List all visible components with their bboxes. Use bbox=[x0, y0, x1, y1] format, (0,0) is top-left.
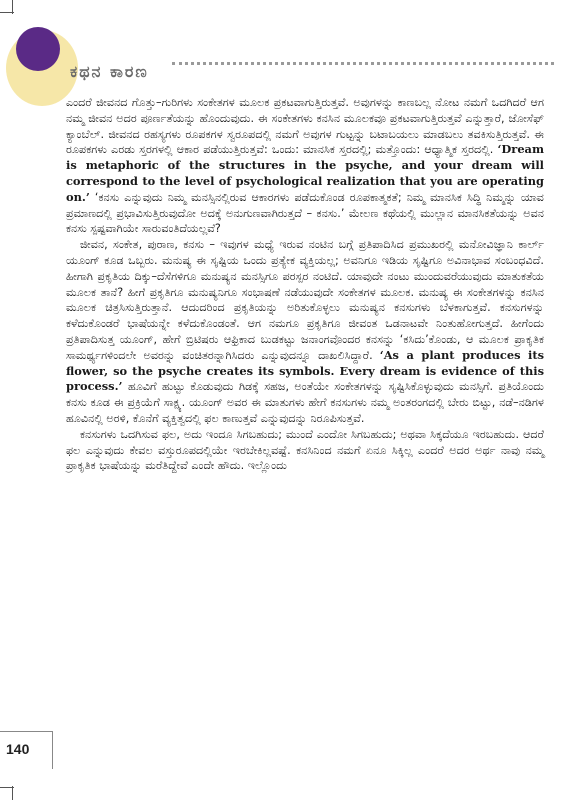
paragraph-3 bbox=[66, 427, 544, 474]
crop-mark-bottom-left-horizontal bbox=[0, 787, 14, 788]
page-number: 140 bbox=[6, 741, 30, 757]
paragraph-2-english-quote: ‘As a plant produces its flower, so the psyche creates its symbols. Every dream is evidence of this process.’ bbox=[66, 347, 544, 394]
section-title: ಕಥನ ಕಾರಣ bbox=[70, 62, 149, 81]
header-decoration-purple-circle bbox=[16, 27, 60, 71]
paragraph-2-text-b: ಹೂವಿಗೆ ಹುಟ್ಟು ಕೊಡುವುದು ಗಿಡಕ್ಕೆ ಸಹಜ, ಅಂತೆಯೇ ಸಂಕೇತಗಳನ್ನು ಸೃಷ್ಟಿಸಿಕೊಳ್ಳುವುದು ಮನಸ್ಸಿಗೆ. ಪ್ರತಿಯೊಂದು ಕನಸು ಕೂಡ ಈ ಪ್ರಕ್ರಿಯೆಗೆ ಸಾಕ್ಷ್ಯ. ಯೂಂಗ್ ಅವರ ಈ ಮಾತುಗಳು ಹೇಗೆ ಕನಸುಗಳು ನಮ್ಮ ಅಂತರಂಗದಲ್ಲಿ ಬೇರು ಬಿಟ್ಟು, ನಡೆ–ನಡಿಗಳ ಹೂವಿನಲ್ಲಿ ಅರಳಿ, ಕೊನೆಗೆ ವ್ಯಕ್ತಿತ್ವದಲ್ಲಿ ಫಲ ಕಾಣುತ್ತವೆ ಎನ್ನುವುದನ್ನು ನಿರೂಪಿಸುತ್ತವೆ. bbox=[66, 380, 544, 425]
paragraph-1-text-b: ‘ಕನಸು ಎನ್ನುವುದು ನಿಮ್ಮ ಮನಸ್ಸಿನಲ್ಲಿರುವ ಆಕಾರಗಳು ಪಡೆದುಕೊಂಡ ರೂಪಕಾತ್ಮಕತೆ; ನಿಮ್ಮ ಮಾನಸಿಕ ಸಿದ್ಧಿ ನಿಮ್ಮನ್ನು ಯಾವ ಪ್ರಮಾಣದಲ್ಲಿ ಪ್ರಭಾವಿಸುತ್ತಿರುವುದೋ ಅದಕ್ಕೆ ಅನುಗುಣವಾಗಿರುತ್ತದೆ – ಕನಸು.’ ಮೇಲಣ ಕಥೆಯಲ್ಲಿ ಮುಲ್ಲಾನ ಮಾನಸಿಕತೆಯನ್ನು ಅವನ ಕನಸು ಸ್ಪಷ್ಟವಾಗಿಯೇ ಸಾರುವಂತಿದೆಯಲ್ಲವೆ? bbox=[66, 190, 544, 236]
paragraph-1 bbox=[66, 95, 544, 237]
paragraph-3-text: ಕನಸುಗಳು ಒದಗಿಸುವ ಫಲ, ಅದು ಇಂದೂ ಸಿಗಬಹುದು; ಮುಂದೆ ಎಂದೋ ಸಿಗಬಹುದು; ಅಥವಾ ಸಿಕ್ಕದೆಯೂ ಇರಬಹುದು. ಆದರೆ ಫಲ ಎನ್ನುವುದು ಕೇವಲ ವಸ್ತುರೂಪದಲ್ಲಿಯೇ ಇರಬೇಕಿಲ್ಲವಷ್ಟೆ. ಕನಸಿನಿಂದ ನಮಗೆ ಏನೂ ಸಿಕ್ಕಿಲ್ಲ ಎಂದರೆ ಅದರ ಅರ್ಥ ನಾವು ನಮ್ಮ ಪ್ರಾಕೃತಿಕ ಭಾಷೆಯನ್ನು ಮರೆತಿದ್ದೇವೆ ಎಂದೇ ಹೌದು. ಇಲ್ಲೊಂದು bbox=[66, 427, 544, 473]
paragraph-1-english-quote: ‘Dream is metaphoric of the structures in the psyche, and your dream will correspond to the level of psychological realization that you are operating on.’ bbox=[66, 142, 544, 204]
body-text bbox=[66, 95, 544, 474]
crop-mark-top-left-horizontal bbox=[0, 12, 14, 13]
paragraph-1-text-a: ಎಂದರೆ ಜೀವನದ ಗೊತ್ತು–ಗುರಿಗಳು ಸಂಕೇತಗಳ ಮೂಲಕ ಪ್ರಕಟವಾಗುತ್ತಿರುತ್ತವೆ. ಅವುಗಳನ್ನು ಕಾಣಬಲ್ಲ ನೋಟ ನಮಗೆ ಒದಗಿದರೆ ಆಗ ನಮ್ಮ ಜೀವನ ಅದರ ಪೂರ್ಣತೆಯನ್ನು ಹೊಂದುವುದು. ಈ ಸಂಕೇತಗಳು ಕನಸಿನ ಮೂಲಕವೂ ಪ್ರಕಟವಾಗುತ್ತಿರುತ್ತವೆ ಎನ್ನುತ್ತಾರೆ, ಜೋಸೆಫ್ ಕ್ಯಾಂಬೆಲ್. ಜೀವನದ ರಹಸ್ಯಗಳು ರೂಪಕಗಳ ಸ್ವರೂಪದಲ್ಲಿ ನಮಗೆ ಅವುಗಳ ಗುಟ್ಟನ್ನು ಬಟಾಬಯಲು ಮಾಡಬಲು ತವಕಿಸುತ್ತಿರುತ್ತವೆ. ಈ ರೂಪಕಗಳು ಎರಡು ಸ್ತರಗಳಲ್ಲಿ ಆಕಾರ ಪಡೆಯುತ್ತಿರುತ್ತವೆ: ಒಂದು: ಮಾನಸಿಕ ಸ್ತರದಲ್ಲಿ; ಮತ್ತೊಂದು: ಆಧ್ಯಾತ್ಮಿಕ ಸ್ತರದಲ್ಲಿ. bbox=[66, 96, 544, 157]
footer-vertical-rule bbox=[52, 731, 53, 769]
paragraph-2-text-a: ಜೀವನ, ಸಂಕೇತ, ಪುರಾಣ, ಕನಸು – ಇವುಗಳ ಮಧ್ಯೆ ಇರುವ ನಂಟಿನ ಬಗ್ಗೆ ಪ್ರತಿಪಾದಿಸಿದ ಪ್ರಮುಖರಲ್ಲಿ ಮನೋವಿಜ್ಞಾನಿ ಕಾರ್ಲ್ ಯೂಂಗ್ ಕೂಡ ಒಬ್ಬರು. ಮನುಷ್ಯ ಈ ಸೃಷ್ಟಿಯ ಒಂದು ಪ್ರತ್ಯೇಕ ವ್ಯಕ್ತಿಯಲ್ಲ; ಅವನಿಗೂ ಇಡಿಯ ಸೃಷ್ಟಿಗೂ ಅವಿನಾಭಾವ ಸಂಬಂಧವಿದೆ. ಹೀಗಾಗಿ ಪ್ರಕೃತಿಯ ದಿಕ್ಕು–ದೆಸೆಗಳಿಗೂ ಮನುಷ್ಯನ ಮನಸ್ಸಿಗೂ ಪರಸ್ಪರ ನಂಟಿದೆ. ಯಾವುದೇ ನಂಟು ಮುಂದುವರೆಯುವುದು ಮಾತುಕತೆಯ ಮೂಲಕ ತಾನೆ? ಹೀಗೆ ಪ್ರಕೃತಿಗೂ ಮನುಷ್ಯನಿಗೂ ಸಂಭಾಷಣೆ ನಡೆಯುವುದೇ ಸಂಕೇತಗಳ ಮೂಲಕ. ಮನುಷ್ಯ ಈ ಸಂಕೇತಗಳನ್ನು ಕನಸಿನ ಮೂಲಕ ಚಿತ್ರಸಿಸುತ್ತಿರುತ್ತಾನೆ. ಆದುದರಿಂದ ಪ್ರಕೃತಿಯನ್ನು ಅರಿತುಕೊಳ್ಳಲು ಮನುಷ್ಯನ ಕನಸುಗಳು ಬೆಳಕಾಗುತ್ತವೆ. ಕನಸುಗಳನ್ನು ಕಳೆದುಕೊಂಡರೆ ಭಾಷೆಯನ್ನೇ ಕಳೆದುಕೊಂಡಂತೆ. ಆಗ ನಮಗೂ ಪ್ರಕೃತಿಗೂ ಜೀವಂತ ಒಡನಾಟವೇ ನಿಂತುಹೋಗುತ್ತದೆ. ಹೀಗೆಂದು ಪ್ರತಿಪಾದಿಸುತ್ತ ಯೂಂಗ್, ಹೇಗೆ ಬ್ರಿಟಿಷರು ಆಫ್ರಿಕಾದ ಬುಡಕಟ್ಟು ಜನಾಂಗವೊಂದರ ಕನಸನ್ನು ‘ಕಸಿದು’ಕೊಂಡು, ಆ ಮೂಲಕ ಪ್ರಾಕೃತಿಕ ಸಾಮರ್ಥ್ಯಗಳಿಂದಲೇ ಅವರನ್ನು ವಂಚಿತರನ್ನಾಗಿಸಿದರು ಎನ್ನುವುದನ್ನೂ ದಾಖಲಿಸಿದ್ದಾರೆ. bbox=[66, 238, 544, 362]
paragraph-2 bbox=[66, 237, 544, 427]
crop-mark-bottom-left-vertical bbox=[12, 786, 13, 800]
header-dotted-rule bbox=[172, 62, 554, 65]
footer-rule bbox=[0, 731, 52, 732]
